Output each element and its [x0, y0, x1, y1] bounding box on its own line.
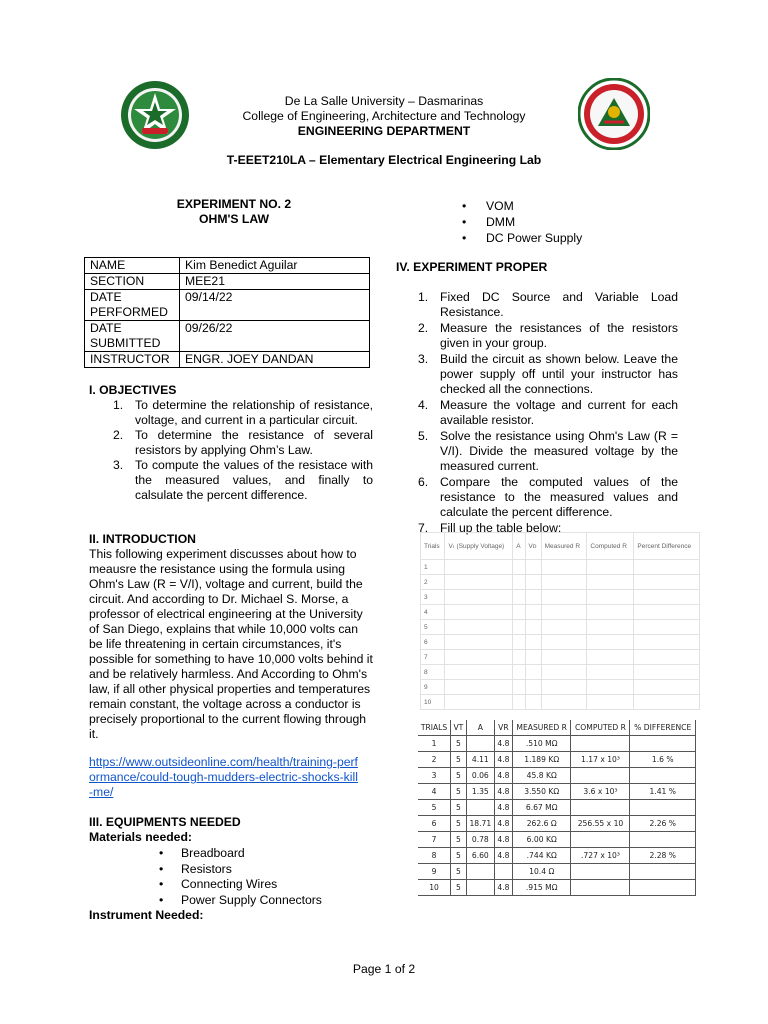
list-item: • DC Power Supply [462, 231, 583, 245]
table-cell: 4.8 [494, 848, 512, 864]
table-cell: 4.8 [494, 736, 512, 752]
table-cell [630, 880, 696, 896]
table-cell: 1.17 x 10³ [571, 752, 630, 768]
table-row [418, 864, 696, 880]
table-cell: 4.8 [494, 800, 512, 816]
handwritten-results-table [418, 720, 696, 896]
introduction-heading: II. INTRODUCTION [89, 532, 196, 546]
table-cell: 4 [418, 784, 451, 800]
instruments-label: Instrument Needed: [89, 908, 204, 922]
table-cell: .915 MΩ [512, 880, 571, 896]
table-row: 8 [421, 665, 700, 680]
table-row [85, 352, 370, 368]
university-name: De La Salle University – Dasmarinas [284, 94, 484, 108]
table-cell: 5 [451, 880, 467, 896]
table-cell: 1.35 [466, 784, 494, 800]
table-cell: 4.8 [494, 752, 512, 768]
table-cell: 10.4 Ω [512, 864, 571, 880]
college-name: College of Engineering, Architecture and Technology [242, 109, 526, 123]
table-row [418, 736, 696, 752]
table-cell [571, 768, 630, 784]
table-row: 6 [421, 635, 700, 650]
list-item: 4. Measure the voltage and current for each available resistor. [418, 398, 678, 427]
table-cell [571, 800, 630, 816]
objectives-list [113, 398, 373, 503]
table-cell [571, 880, 630, 896]
info-value: ENGR. JOEY DANDAN [180, 352, 370, 368]
info-label: DATE SUBMITTED [85, 321, 180, 352]
table-cell: 1 [418, 736, 451, 752]
table-cell: 5 [418, 800, 451, 816]
table-cell [630, 800, 696, 816]
table-cell [630, 768, 696, 784]
table-cell: 3.6 x 10³ [571, 784, 630, 800]
table-row: 9 [421, 680, 700, 695]
column-header: A [513, 533, 525, 560]
table-cell: 1.6 % [630, 752, 696, 768]
table-cell: .727 x 10³ [571, 848, 630, 864]
list-item: • Connecting Wires [159, 877, 278, 891]
column-header: MEASURED R [512, 720, 571, 736]
table-cell [630, 736, 696, 752]
table-cell [466, 864, 494, 880]
procedure-heading: IV. EXPERIMENT PROPER [396, 260, 548, 274]
table-cell: 6.67 MΩ [512, 800, 571, 816]
table-row: 4 [421, 605, 700, 620]
info-label: DATE PERFORMED [85, 290, 180, 321]
table-cell: 5 [451, 784, 467, 800]
table-cell: 6 [418, 816, 451, 832]
table-cell: 5 [451, 864, 467, 880]
table-row [418, 880, 696, 896]
table-row [418, 816, 696, 832]
experiment-number: EXPERIMENT NO. 2 [176, 197, 292, 211]
table-cell [466, 880, 494, 896]
materials-label: Materials needed: [89, 830, 192, 844]
reference-link[interactable]: https://www.outsideonline.com/health/training-performance/could-tough-mudders-electric-shocks-kill-me/ [89, 755, 358, 799]
table-row [85, 321, 370, 352]
experiment-title: OHM'S LAW [199, 212, 269, 226]
student-info-table [84, 257, 370, 368]
table-cell: 45.8 KΩ [512, 768, 571, 784]
table-cell [630, 832, 696, 848]
table-cell: 1.189 KΩ [512, 752, 571, 768]
blank-data-table [420, 532, 700, 710]
table-cell: 4.11 [466, 752, 494, 768]
table-cell [466, 800, 494, 816]
table-row [418, 768, 696, 784]
list-item: 2. To determine the resistance of several resistors by applying Ohm’s Law. [113, 428, 373, 457]
table-cell [571, 832, 630, 848]
table-row [85, 274, 370, 290]
table-cell: 4.8 [494, 880, 512, 896]
list-item: • VOM [462, 199, 514, 213]
table-cell: 18.71 [466, 816, 494, 832]
table-cell: 256.55 x 10 [571, 816, 630, 832]
table-cell: 4.8 [494, 832, 512, 848]
info-label: NAME [85, 258, 180, 274]
table-cell [466, 736, 494, 752]
list-item: • Resistors [159, 861, 232, 876]
table-cell: 262.6 Ω [512, 816, 571, 832]
column-header: Percent Difference [634, 533, 700, 560]
list-item: 1. To determine the relationship of resistance, voltage, and current in a particular circuit. [113, 398, 373, 427]
table-cell: 1.41 % [630, 784, 696, 800]
table-row [418, 784, 696, 800]
table-row [418, 848, 696, 864]
list-item: 1. Fixed DC Source and Variable Load Resistance. [418, 290, 678, 319]
table-row: 7 [421, 650, 700, 665]
table-cell: 4.8 [494, 784, 512, 800]
table-row: 5 [421, 620, 700, 635]
table-row [418, 720, 696, 736]
table-row: 3 [421, 590, 700, 605]
table-cell: 6.60 [466, 848, 494, 864]
table-cell [571, 864, 630, 880]
list-item: 7. Fill up the table below: [418, 521, 562, 535]
materials-list [159, 846, 322, 908]
column-header: VR [494, 720, 512, 736]
table-cell: 10 [418, 880, 451, 896]
table-cell: 9 [418, 864, 451, 880]
table-row: 1 [421, 560, 700, 575]
info-label: SECTION [85, 274, 180, 290]
list-item: 6. Compare the computed values of the resistance to the measured values and calculate the percent difference. [418, 475, 678, 519]
table-cell [494, 864, 512, 880]
column-header: COMPUTED R [571, 720, 630, 736]
table-cell: 0.78 [466, 832, 494, 848]
info-value: Kim Benedict Aguilar [180, 258, 370, 274]
table-cell: 4.8 [494, 768, 512, 784]
table-row [421, 533, 700, 560]
table-cell: 5 [451, 848, 467, 864]
column-header: Trials [421, 533, 445, 560]
objectives-heading: I. OBJECTIVES [89, 383, 177, 397]
info-value: MEE21 [180, 274, 370, 290]
list-item: • DMM [462, 215, 516, 229]
table-cell [630, 864, 696, 880]
procedure-steps [418, 290, 678, 536]
info-value: 09/26/22 [180, 321, 370, 352]
table-row [418, 800, 696, 816]
list-item: 3. Build the circuit as shown below. Leave the power supply off until your instructor has checked all the connections. [418, 352, 678, 396]
introduction-body: This following experiment discusses about how to meausre the resistance using the formula using Ohm's Law (R = V/I), voltage and current, build the circuit. And according to Dr. Michael S. Morse, a professor of electrical engineering at the University of San Diego, explains that while 10,000 volts can be life threatening in certain circumstances, it's possible for something to have 10,000 volts behind it and be relatively harmless. And According to Ohm's law, if all other physical properties and temperatures remain constant, the voltage across a conductor is precisely proportional to the current flowing through it. [89, 547, 373, 741]
table-cell: 4.8 [494, 816, 512, 832]
table-cell: 5 [451, 752, 467, 768]
column-header: TRIALS [418, 720, 451, 736]
table-row [418, 752, 696, 768]
page-number: Page 1 of 2 [352, 962, 416, 976]
info-value: 09/14/22 [180, 290, 370, 321]
table-row [418, 832, 696, 848]
table-cell: 5 [451, 736, 467, 752]
list-item: 2. Measure the resistances of the resistors given in your group. [418, 321, 678, 350]
table-cell: 2.26 % [630, 816, 696, 832]
column-header: Vᴅ [525, 533, 541, 560]
table-row [85, 258, 370, 274]
department-name: ENGINEERING DEPARTMENT [297, 124, 471, 138]
column-header: % DIFFERENCE [630, 720, 696, 736]
table-cell: 0.06 [466, 768, 494, 784]
equipment-heading: III. EQUIPMENTS NEEDED [89, 815, 241, 829]
column-header: VT [451, 720, 467, 736]
table-row [85, 290, 370, 321]
table-row: 10 [421, 695, 700, 710]
column-header: Vₜ (Supply Voltage) [445, 533, 513, 560]
table-cell: 6.00 KΩ [512, 832, 571, 848]
column-header: A [466, 720, 494, 736]
column-header: Computed R [587, 533, 634, 560]
list-item: • Breadboard [159, 846, 245, 860]
list-item: 5. Solve the resistance using Ohm's Law (R = V/I). Divide the measured voltage by the measured current. [418, 429, 678, 473]
table-cell: 5 [451, 816, 467, 832]
course-title: T-EEET210LA – Elementary Electrical Engineering Lab [226, 153, 542, 167]
table-cell: .510 MΩ [512, 736, 571, 752]
list-item: • Power Supply Connectors [159, 892, 322, 907]
list-item: 3. To compute the values of the resistace with the measured values, and finally to calsulate the percent difference. [113, 458, 373, 502]
table-cell [571, 736, 630, 752]
table-cell: .744 KΩ [512, 848, 571, 864]
table-cell: 5 [451, 800, 467, 816]
table-cell: 3 [418, 768, 451, 784]
instruments-list [462, 198, 583, 246]
table-cell: 8 [418, 848, 451, 864]
table-cell: 3.550 KΩ [512, 784, 571, 800]
info-label: INSTRUCTOR [85, 352, 180, 368]
table-cell: 2 [418, 752, 451, 768]
table-cell: 5 [451, 832, 467, 848]
table-cell: 2.28 % [630, 848, 696, 864]
table-row: 2 [421, 575, 700, 590]
column-header: Measured R [541, 533, 587, 560]
table-cell: 7 [418, 832, 451, 848]
table-cell: 5 [451, 768, 467, 784]
